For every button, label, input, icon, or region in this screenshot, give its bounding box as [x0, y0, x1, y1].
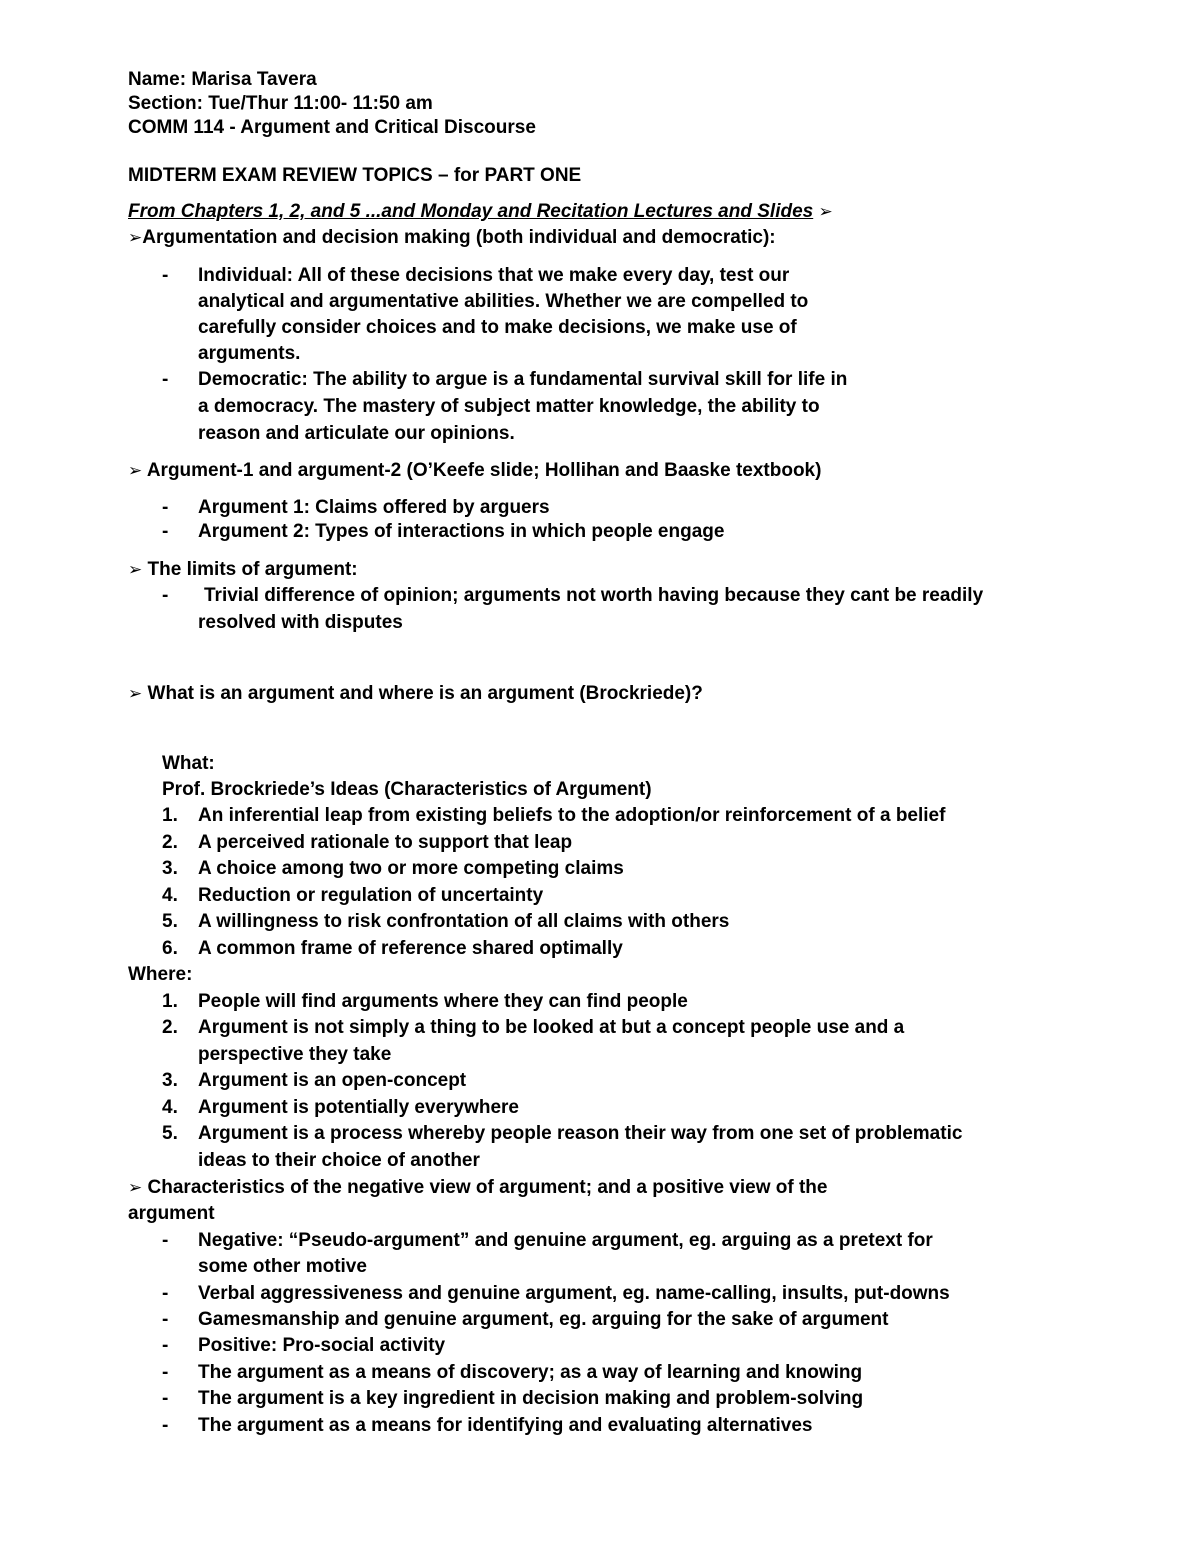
individual-line: carefully consider choices and to make decisions, we make use of	[198, 317, 797, 338]
democratic-line: Democratic: The ability to argue is a fundamental survival skill for life in	[198, 369, 848, 390]
where-item-cont: ideas to their choice of another	[198, 1150, 480, 1171]
dash-marker: -	[162, 521, 169, 542]
view-item-cont: some other motive	[198, 1256, 367, 1277]
section-limits	[128, 558, 358, 582]
list-item-line: Trivial difference of opinion; arguments not worth having because they cant be readily	[204, 585, 984, 606]
arrow-bullet-icon: ➢	[128, 560, 143, 580]
list-number: 2.	[162, 832, 178, 853]
dash-marker: -	[162, 585, 169, 606]
dash-marker: -	[162, 497, 169, 518]
arrow-bullet-icon: ➢	[128, 684, 143, 704]
list-item: Argument 1: Claims offered by arguers	[198, 497, 550, 518]
arrow-bullet-icon: ➢	[818, 202, 833, 222]
list-number: 6.	[162, 938, 178, 959]
view-item: The argument is a key ingredient in decision making and problem-solving	[198, 1388, 864, 1409]
where-item: People will find arguments where they can find people	[198, 991, 688, 1012]
page-title: MIDTERM EXAM REVIEW TOPICS – for PART ONE	[128, 165, 582, 186]
section-decision-making	[128, 226, 776, 250]
arrow-bullet-icon: ➢	[128, 1178, 143, 1198]
individual-line: Individual: All of these decisions that we make every day, test our	[198, 265, 790, 286]
section-heading: What is an argument and where is an argument (Brockriede)?	[147, 683, 703, 704]
arrow-bullet-icon: ➢	[128, 228, 143, 248]
dash-marker: -	[162, 1335, 169, 1356]
view-item: Gamesmanship and genuine argument, eg. arguing for the sake of argument	[198, 1309, 889, 1330]
class-section: Section: Tue/Thur 11:00- 11:50 am	[128, 93, 433, 114]
where-item-cont: perspective they take	[198, 1044, 392, 1065]
section-heading-cont: argument	[128, 1203, 215, 1224]
section-brockriede	[128, 682, 703, 706]
where-item: Argument is not simply a thing to be looked at but a concept people use and a	[198, 1017, 905, 1038]
what-item: A common frame of reference shared optimally	[198, 938, 623, 959]
list-number: 3.	[162, 1070, 178, 1091]
list-number: 5.	[162, 1123, 178, 1144]
view-item: Verbal aggressiveness and genuine argument, eg. name-calling, insults, put-downs	[198, 1283, 950, 1304]
list-number: 4.	[162, 885, 178, 906]
list-item: Argument 2: Types of interactions in which people engage	[198, 521, 725, 542]
what-item: A willingness to risk confrontation of all claims with others	[198, 911, 730, 932]
what-item: Reduction or regulation of uncertainty	[198, 885, 544, 906]
course-title: COMM 114 - Argument and Critical Discourse	[128, 117, 536, 138]
list-number: 5.	[162, 911, 178, 932]
view-item: Negative: “Pseudo-argument” and genuine argument, eg. arguing as a pretext for	[198, 1230, 933, 1251]
what-subheading: Prof. Brockriede’s Ideas (Characteristics of Argument)	[162, 779, 652, 800]
section-views	[128, 1176, 827, 1200]
list-number: 3.	[162, 858, 178, 879]
democratic-line: a democracy. The mastery of subject matter knowledge, the ability to	[198, 396, 820, 417]
list-number: 4.	[162, 1097, 178, 1118]
section-heading: The limits of argument:	[147, 559, 358, 580]
where-item: Argument is potentially everywhere	[198, 1097, 519, 1118]
dash-marker: -	[162, 1415, 169, 1436]
section-heading: Characteristics of the negative view of argument; and a positive view of the	[147, 1177, 828, 1198]
view-item: The argument as a means for identifying and evaluating alternatives	[198, 1415, 813, 1436]
where-item: Argument is a process whereby people reason their way from one set of problematic	[198, 1123, 963, 1144]
view-item: The argument as a means of discovery; as a way of learning and knowing	[198, 1362, 863, 1383]
individual-line: analytical and argumentative abilities. Whether we are compelled to	[198, 291, 809, 312]
list-number: 1.	[162, 991, 178, 1012]
source-line	[128, 200, 833, 224]
where-item: Argument is an open-concept	[198, 1070, 467, 1091]
dash-marker: -	[162, 1362, 169, 1383]
view-item: Positive: Pro-social activity	[198, 1335, 446, 1356]
what-label: What:	[162, 753, 215, 774]
section-argument-1-2	[128, 459, 821, 483]
section-heading: Argumentation and decision making (both individual and democratic):	[142, 227, 776, 248]
dash-marker: -	[162, 1309, 169, 1330]
student-name: Name: Marisa Tavera	[128, 69, 317, 90]
dash-marker: -	[162, 369, 169, 390]
source-line-text: From Chapters 1, 2, and 5 ...and Monday and Recitation Lectures and Slides	[128, 201, 814, 222]
individual-line: arguments.	[198, 343, 301, 364]
list-item-line: resolved with disputes	[198, 612, 403, 633]
dash-marker: -	[162, 1230, 169, 1251]
democratic-line: reason and articulate our opinions.	[198, 423, 515, 444]
what-item: An inferential leap from existing beliefs to the adoption/or reinforcement of a belief	[198, 805, 946, 826]
dash-marker: -	[162, 265, 169, 286]
what-item: A perceived rationale to support that leap	[198, 832, 573, 853]
dash-marker: -	[162, 1283, 169, 1304]
section-heading: Argument-1 and argument-2 (O’Keefe slide; Hollihan and Baaske textbook)	[146, 460, 822, 481]
dash-marker: -	[162, 1388, 169, 1409]
list-number: 1.	[162, 805, 178, 826]
arrow-bullet-icon: ➢	[128, 461, 143, 481]
list-number: 2.	[162, 1017, 178, 1038]
what-item: A choice among two or more competing claims	[198, 858, 624, 879]
where-label: Where:	[128, 964, 193, 985]
